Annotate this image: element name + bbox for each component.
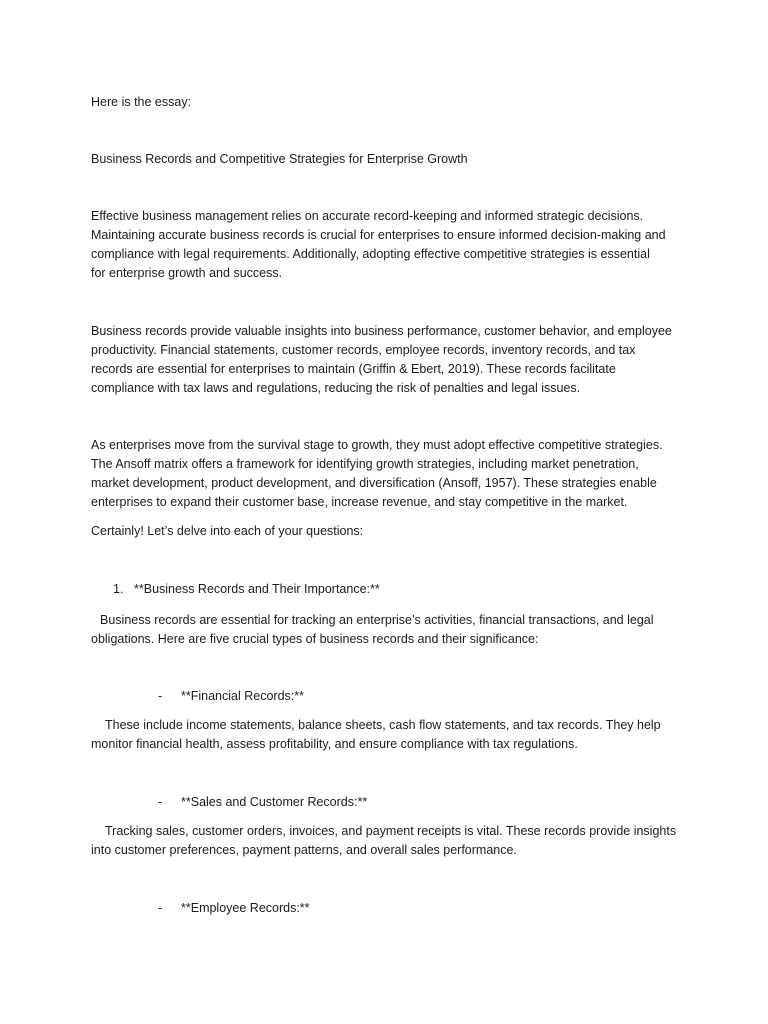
- paragraph-line: Business records are essential for tracking an enterprise’s activities, financial transactions, and legal: [100, 613, 654, 627]
- intro-line: Here is the essay:: [91, 95, 192, 109]
- paragraph-3: [91, 436, 691, 512]
- list-heading: **Business Records and Their Importance:**: [134, 582, 380, 596]
- paragraph-line: records are essential for enterprises to maintain (Griffin & Ebert, 2019). These records facilitate: [91, 362, 616, 376]
- paragraph-line: Maintaining accurate business records is crucial for enterprises to ensure informed decision-making and: [91, 228, 666, 242]
- bullet-dash: -: [158, 901, 163, 915]
- list-number: 1.: [113, 582, 124, 596]
- paragraph-line: productivity. Financial statements, customer records, employee records, inventory records, and tax: [91, 343, 636, 357]
- delve-line: Certainly! Let’s delve into each of your questions:: [91, 524, 364, 538]
- paragraph-1: [91, 207, 691, 283]
- bullet-body: [91, 716, 691, 754]
- paragraph-line: Business records provide valuable insights into business performance, customer behavior, and employee: [91, 324, 672, 338]
- paragraph-line: for enterprise growth and success.: [91, 266, 283, 280]
- paragraph-line: Tracking sales, customer orders, invoices, and payment receipts is vital. These records provide insights: [105, 824, 677, 838]
- paragraph-line: obligations. Here are five crucial types of business records and their significance:: [91, 632, 539, 646]
- paragraph-line: compliance with tax laws and regulations, reducing the risk of penalties and legal issues.: [91, 381, 581, 395]
- paragraph-line: monitor financial health, assess profitability, and ensure compliance with tax regulations.: [91, 737, 578, 751]
- paragraph-line: The Ansoff matrix offers a framework for identifying growth strategies, including market penetration,: [91, 457, 639, 471]
- paragraph-2: [91, 322, 691, 398]
- bullet-heading: **Financial Records:**: [181, 689, 304, 703]
- bullet-dash: -: [158, 689, 163, 703]
- paragraph-line: market development, product development, and diversification (Ansoff, 1957). These strategies enable: [91, 476, 657, 490]
- list-body: [91, 611, 691, 649]
- paragraph-line: Effective business management relies on accurate record-keeping and informed strategic decisions.: [91, 209, 644, 223]
- bullet-heading: **Employee Records:**: [181, 901, 310, 915]
- bullet-heading: **Sales and Customer Records:**: [181, 795, 368, 809]
- paragraph-line: into customer preferences, payment patterns, and overall sales performance.: [91, 843, 517, 857]
- paragraph-line: As enterprises move from the survival stage to growth, they must adopt effective competitive strategies.: [91, 438, 663, 452]
- essay-title: Business Records and Competitive Strategies for Enterprise Growth: [91, 152, 468, 166]
- paragraph-line: compliance with legal requirements. Additionally, adopting effective competitive strategies is essential: [91, 247, 650, 261]
- bullet-dash: -: [158, 795, 163, 809]
- bullet-body: [91, 822, 691, 860]
- paragraph-line: enterprises to expand their customer base, increase revenue, and stay competitive in the market.: [91, 495, 628, 509]
- paragraph-line: These include income statements, balance sheets, cash flow statements, and tax records. They help: [105, 718, 661, 732]
